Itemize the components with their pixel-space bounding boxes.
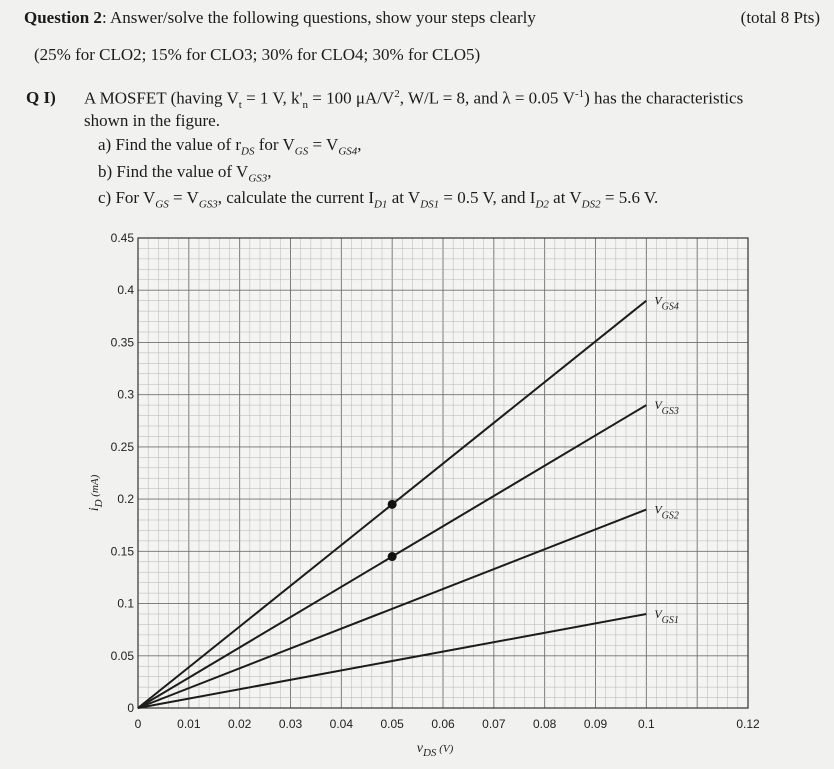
x-tick-label: 0.01 [177, 717, 201, 731]
part-a-gs4: GS4 [338, 145, 358, 158]
inverse-superscript: -1 [574, 88, 585, 100]
x-tick-label: 0 [134, 717, 142, 731]
part-c-v2: = 5.6 V. [600, 188, 659, 207]
series-label-vgs2: $V_{GS2}$ [654, 502, 679, 522]
part-a-text: a) Find the value of r [98, 135, 242, 154]
series-label-vgs4: $V_{GS4}$ [654, 293, 679, 313]
y-tick-label: 0.05 [110, 648, 134, 663]
marker-vgs3 [388, 552, 397, 561]
part-c-gs: GS [155, 198, 169, 211]
y-tick-label: 0.4 [117, 283, 134, 298]
y-tick-label: 0.2 [117, 492, 134, 507]
clo-weights: (25% for CLO2; 15% for CLO3; 30% for CLO4; 30% for CLO5) [34, 45, 481, 64]
part-c-v1: = 0.5 V, and I [439, 188, 536, 207]
x-tick-label: 0.1 [637, 717, 655, 731]
question-total-points: (total 8 Pts) [740, 8, 820, 27]
qi-intro-4: , W/L = 8, and λ = 0.05 V [399, 88, 575, 108]
x-tick-label: 0.08 [532, 717, 557, 731]
part-c-at: at V [387, 188, 421, 207]
qi-intro-1: A MOSFET (having V [84, 88, 239, 108]
x-tick-label: 0.06 [431, 717, 455, 731]
x-tick-label: 0.09 [583, 717, 608, 731]
qi-intro-5: ) has the characteristics [584, 88, 744, 108]
qi-intro-2: = 1 V, k' [241, 88, 303, 108]
x-tick-label: 0.03 [278, 717, 303, 731]
part-b-sub: GS3 [248, 172, 268, 185]
part-a-gs: GS [294, 145, 309, 158]
x-tick-label: 0.05 [380, 717, 404, 731]
qi-intro-3: = 100 μA/V [308, 88, 395, 108]
part-a-eq: = V [308, 135, 339, 154]
y-tick-label: 0.45 [110, 231, 134, 245]
part-b-text: b) Find the value of V [98, 162, 249, 181]
series-label-vgs3: $V_{GS3}$ [654, 398, 679, 418]
series-label-vgs1: $V_{GS1}$ [654, 607, 679, 626]
part-c-text: c) For V [98, 188, 156, 207]
question-number: Question 2 [24, 8, 102, 27]
question-instruction: : Answer/solve the following questions, show your steps clearly [101, 8, 536, 27]
part-a-sub: DS [241, 145, 255, 158]
part-c-d1: D1 [373, 198, 388, 211]
vt-subscript: t [238, 99, 242, 112]
part-c-mid: , calculate the current I [217, 188, 374, 207]
y-tick-label: 0.35 [110, 335, 134, 350]
part-a-rest: for V [254, 135, 295, 154]
x-axis-label: $v_{DS}$ $^{(V)}$ [416, 741, 454, 759]
y-tick-label: 0 [127, 701, 134, 715]
part-c-eq: = V [168, 188, 199, 207]
qi-intro-line2: shown in the figure. [84, 111, 220, 130]
x-tick-label: 0.04 [329, 717, 354, 731]
qi-label: Q I) [26, 88, 56, 107]
marker-vgs4 [388, 500, 397, 509]
part-c-at2: at V [548, 188, 582, 207]
part-c-ds2: DS2 [581, 198, 601, 211]
y-tick-label: 0.15 [110, 544, 134, 559]
y-axis-label: $i_D$ $^{(mA)}$ [87, 474, 105, 512]
part-c-gs3: GS3 [198, 198, 218, 211]
part-b-end: , [267, 162, 272, 181]
part-c-d2: D2 [535, 198, 549, 211]
part-c-ds1: DS1 [420, 198, 440, 211]
x-tick-label: 0.12 [736, 717, 760, 731]
squared-superscript: 2 [394, 88, 400, 100]
kn-subscript: n [302, 99, 309, 112]
y-tick-label: 0.3 [117, 387, 134, 402]
x-tick-label: 0.02 [227, 717, 252, 731]
x-tick-label: 0.07 [482, 717, 506, 731]
y-tick-label: 0.1 [117, 596, 134, 611]
part-a-end: , [357, 135, 362, 154]
y-tick-label: 0.25 [110, 439, 134, 454]
